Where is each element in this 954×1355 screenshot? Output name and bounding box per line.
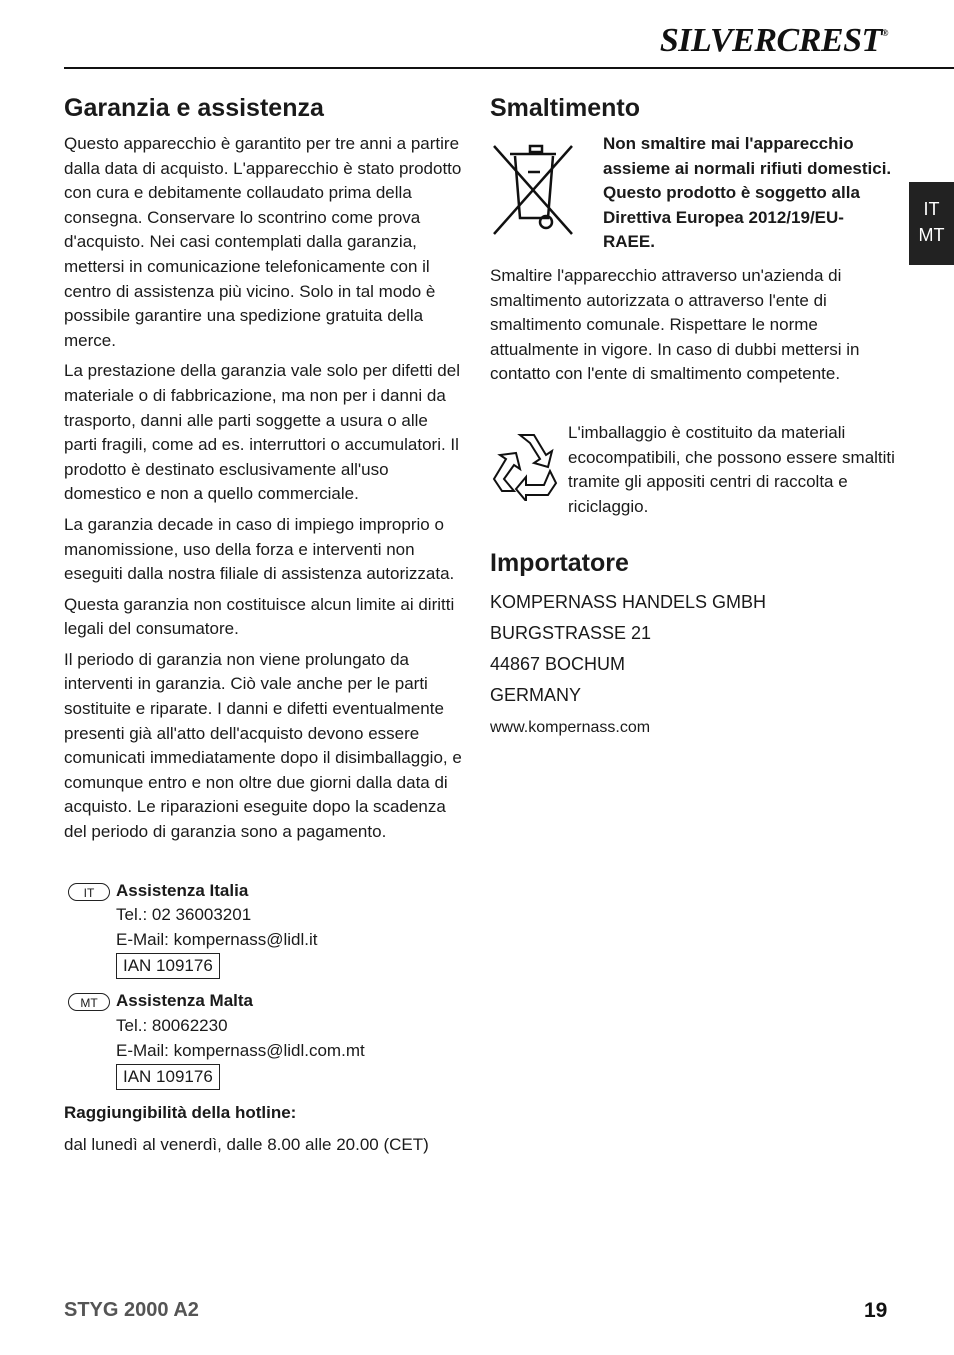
page-number: 19 — [864, 1299, 888, 1322]
warranty-paragraph-4: Questa garanzia non costituisce alcun limite ai diritti legali del consumatore. — [64, 594, 455, 639]
weee-warning: Non smaltire mai l'apparecchio assieme ai normali rifiuti domestici. Questo prodotto è soggetto alla Direttiva Europea 2012/19/EU-RAEE. — [603, 134, 892, 252]
assistance-malta-email: E-Mail: kompernass@lidl.com.mt — [116, 1040, 365, 1060]
importer-country: GERMANY — [490, 684, 582, 705]
ian-box-mt: IAN 109176 — [116, 1064, 220, 1090]
assistance-italy-phone: Tel.: 02 36003201 — [116, 905, 252, 925]
header-rule — [64, 67, 954, 69]
warranty-paragraph-3: La garanzia decade in caso di impiego improprio o manomissione, uso della forza e interventi non eseguiti dalla nostra filiale di assistenza autorizzata. — [64, 514, 455, 584]
recycle-icon — [490, 429, 562, 501]
assistance-italy-title: Assistenza Italia — [116, 880, 249, 900]
disposal-paragraph: Smaltire l'apparecchio attraverso un'azienda di smaltimento autorizzata o attraverso l'ente di smaltimento comunale. Rispettare le norme attualmente in vigore. In caso di dubbi mettersi in contatto con l'ente di smaltimento competente. — [490, 266, 860, 384]
language-tab — [909, 182, 954, 265]
crossed-bin-icon — [490, 138, 576, 238]
warranty-paragraph-5: Il periodo di garanzia non viene prolungato da interventi in garanzia. Ciò vale anche per le parti sostituite e riparate. I danni e difetti eventualmente presenti già all'atto dell'acquisto devono essere comunicati immediatamente dopo il disimballaggio, e comunque entro e non oltre due giorni dalla data di acquisto. Le riparazioni eseguite dopo la scadenza del periodo di garanzia sono a pagamento. — [64, 649, 462, 842]
warranty-paragraph-1: Questo apparecchio è garantito per tre anni a partire dalla data di acquisto. L'apparecchio è stato prodotto con cura e debitamente collaudato prima della consegna. Conservare lo scontrino come prova d'acquisto. Nei casi contemplati dalla garanzia, mettersi in comunicazione telefonicamente con il centro di assistenza più vicino. Solo in tal modo è possibile garantire una spedizione gratuita della merce. — [64, 134, 462, 350]
language-tab-it: IT — [923, 199, 940, 219]
assistance-italy-email: E-Mail: kompernass@lidl.it — [116, 929, 318, 949]
hotline-hours: dal lunedì al venerdì, dalle 8.00 alle 20.00 (CET) — [64, 1135, 429, 1155]
importer-name: KOMPERNASS HANDELS GMBH — [490, 591, 767, 612]
language-tab-mt: MT — [918, 225, 945, 245]
importer-street: BURGSTRASSE 21 — [490, 622, 652, 643]
ian-box-it: IAN 109176 — [116, 953, 220, 979]
assistance-malta — [64, 989, 464, 1090]
model-number: STYG 2000 A2 — [64, 1299, 199, 1321]
disposal-title: Smaltimento — [490, 94, 641, 122]
importer-section — [490, 547, 895, 745]
assistance-malta-title: Assistenza Malta — [116, 991, 253, 1011]
country-badge-it: IT — [68, 883, 110, 901]
packaging-paragraph: L'imballaggio è costituito da materiali ecocompatibili, che possono essere smaltiti tramite gli appositi centri di raccolta e riciclaggio. — [568, 422, 895, 516]
importer-website: www.kompernass.com — [490, 718, 651, 736]
assistance-malta-phone: Tel.: 80062230 — [116, 1016, 228, 1035]
assistance-section — [64, 879, 464, 1159]
importer-title: Importatore — [490, 548, 629, 577]
importer-city: 44867 BOCHUM — [490, 653, 626, 674]
country-badge-mt: MT — [68, 993, 110, 1011]
warranty-paragraph-2: La prestazione della garanzia vale solo per difetti del materiale o di fabbricazione, ma non per i danni da trasporto, danni alle parti soggette a usura o alle parti fragili, come ad es. interruttori o accumulatori. Il prodotto è destinato esclusivamente all'uso domestico e non a quello commerciale. — [64, 361, 460, 504]
hotline-title: Raggiungibilità della hotline: — [64, 1103, 297, 1123]
weee-block — [490, 132, 895, 260]
warranty-title: Garanzia e assistenza — [64, 94, 324, 122]
warranty-column — [64, 92, 464, 1158]
disposal-column — [490, 92, 895, 745]
brand-logo: SILVERCREST® — [659, 22, 888, 59]
packaging-block — [490, 421, 895, 521]
assistance-italy — [64, 879, 464, 980]
